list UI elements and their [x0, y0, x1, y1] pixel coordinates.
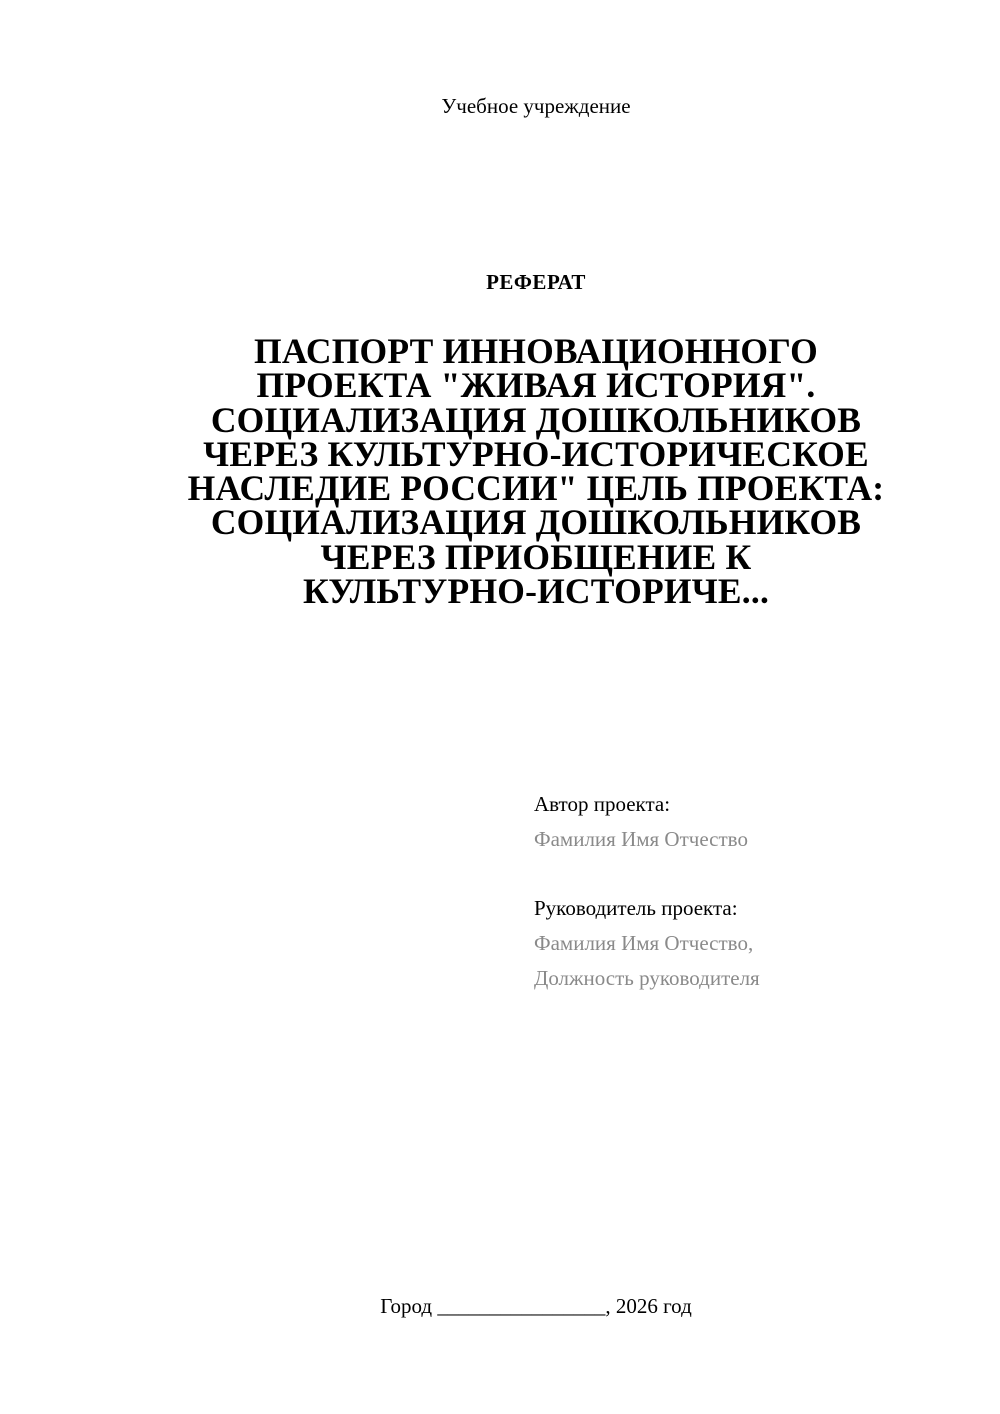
document-type: РЕФЕРАТ — [486, 270, 586, 294]
title-line: СОЦИАЛИЗАЦИЯ ДОШКОЛЬНИКОВ — [210, 399, 862, 440]
title-line: КУЛЬТУРНО-ИСТОРИЧЕ... — [302, 571, 770, 612]
author-name: Фамилия Имя Отчество — [534, 827, 748, 851]
city-year-line: Город ________________, 2026 год — [380, 1294, 692, 1318]
supervisor-name: Фамилия Имя Отчество, — [534, 931, 754, 955]
author-block — [534, 790, 954, 853]
title-line: ЧЕРЕЗ ПРИОБЩЕНИЕ К — [320, 536, 752, 577]
title-line: ЧЕРЕЗ КУЛЬТУРНО-ИСТОРИЧЕСКОЕ — [203, 433, 869, 474]
title-line: ПАСПОРТ ИННОВАЦИОННОГО — [254, 331, 818, 371]
institution-name: Учебное учреждение — [441, 94, 631, 118]
supervisor-position: Должность руководителя — [534, 966, 760, 990]
title-line: ПРОЕКТА "ЖИВАЯ ИСТОРИЯ". — [256, 365, 816, 406]
supervisor-label: Руководитель проекта: — [534, 896, 738, 920]
title-line: СОЦИАЛИЗАЦИЯ ДОШКОЛЬНИКОВ — [210, 502, 862, 543]
title-line: НАСЛЕДИЕ РОССИИ" ЦЕЛЬ ПРОЕКТА: — [187, 468, 885, 509]
document-title — [160, 331, 912, 612]
author-label: Автор проекта: — [534, 792, 671, 816]
supervisor-block — [534, 894, 954, 992]
